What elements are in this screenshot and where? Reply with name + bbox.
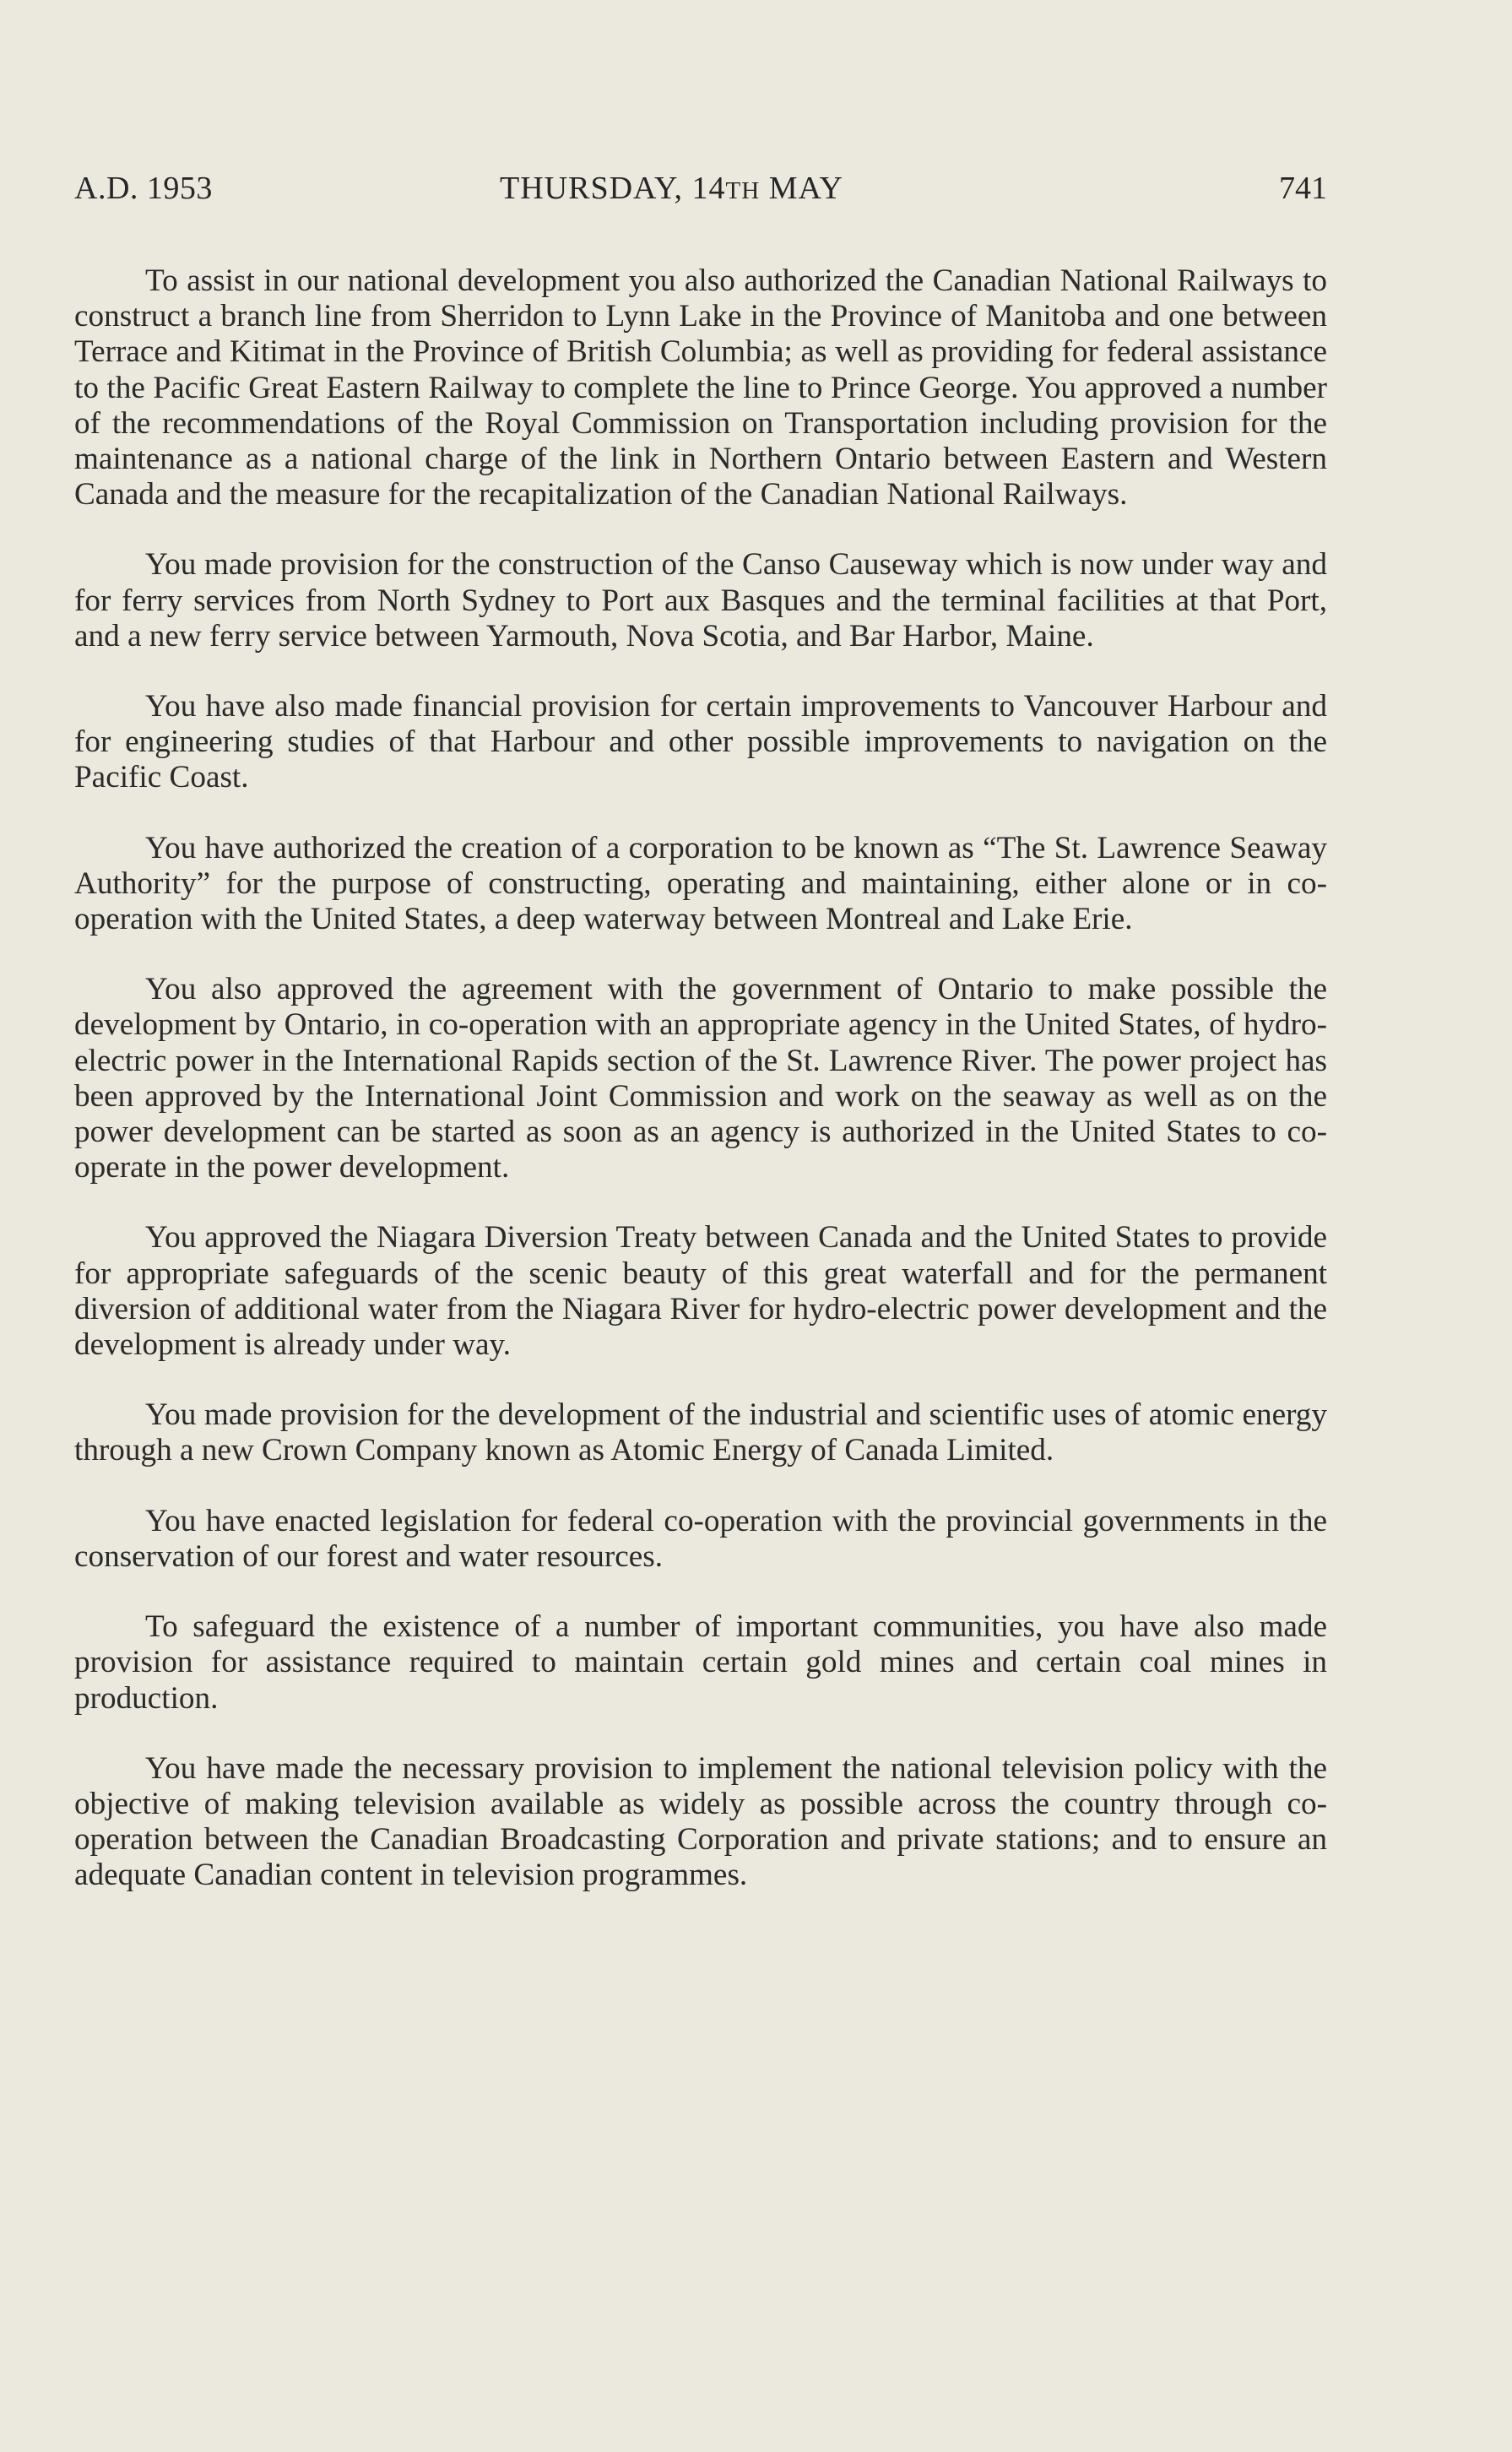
paragraph-conservation: You have enacted legislation for federal co-operation with the provincial governments in the conservation of our forest and water resources.: [74, 1503, 1327, 1574]
page-number: 741: [1279, 171, 1327, 206]
body-text: [74, 263, 1327, 1929]
page-header: [74, 170, 1327, 214]
paragraph-niagara-treaty: You approved the Niagara Diversion Treaty between Canada and the United States to provide for appropriate safeguards of the scenic beauty of this great waterfall and for the permanent diversion of additional water from the Niagara River for hydro-electric power development and the development is already under way.: [74, 1220, 1327, 1363]
header-date-prefix: THURSDAY, 14: [500, 171, 726, 206]
paragraph-railways: To assist in our national development you also authorized the Canadian National Railways to construct a branch line from Sherridon to Lynn Lake in the Province of Manitoba and one between Terrace and Kitimat in the Province of British Columbia; as well as providing for federal assistance to the Pacific Great Eastern Railway to complete the line to Prince George. You approved a number of the recommendations of the Royal Commission on Transportation including provision for the maintenance as a national charge of the link in Northern Ontario between Eastern and Western Canada and the measure for the recapitalization of the Canadian National Railways.: [74, 263, 1327, 513]
paragraph-seaway-authority: You have authorized the creation of a corporation to be known as “The St. Lawrence Seaway Authority” for the purpose of constructing, operating and maintaining, either alone or in co-operation with the United States, a deep waterway between Montreal and Lake Erie.: [74, 830, 1327, 937]
header-date-suffix: TH: [725, 177, 761, 204]
header-date-month: MAY: [760, 171, 843, 206]
paragraph-vancouver-harbour: You have also made financial provision for certain improvements to Vancouver Harbour and for engineering studies of that Harbour and other possible improvements to navigation on the Pacific Coast.: [74, 689, 1327, 795]
paragraph-mines: To safeguard the existence of a number of important communities, you have also made provision for assistance required to maintain certain gold mines and certain coal mines in production.: [74, 1609, 1327, 1716]
header-year: A.D. 1953: [74, 171, 213, 206]
paragraph-canso-causeway: You made provision for the construction of the Canso Causeway which is now under way and for ferry services from North Sydney to Port aux Basques and the terminal facilities at that Port, and a new ferry service between Yarmouth, Nova Scotia, and Bar Harbor, Maine.: [74, 547, 1327, 654]
paragraph-atomic-energy: You made provision for the development of the industrial and scientific uses of atomic energy through a new Crown Company known as Atomic Energy of Canada Limited.: [74, 1397, 1327, 1468]
paragraph-ontario-agreement: You also approved the agreement with the government of Ontario to make possible the development by Ontario, in co-operation with an appropriate agency in the United States, of hydro-electric power in the International Rapids section of the St. Lawrence River. The power project has been approved by the International Joint Commission and work on the seaway as well as on the power development can be started as soon as an agency is authorized in the United States to co-operate in the power development.: [74, 972, 1327, 1185]
header-date: [500, 170, 843, 207]
paragraph-television: You have made the necessary provision to implement the national television policy with the objective of making television available as widely as possible across the country through co-operation between the Canadian Broadcasting Corporation and private stations; and to ensure an adequate Canadian content in television programmes.: [74, 1750, 1327, 1893]
